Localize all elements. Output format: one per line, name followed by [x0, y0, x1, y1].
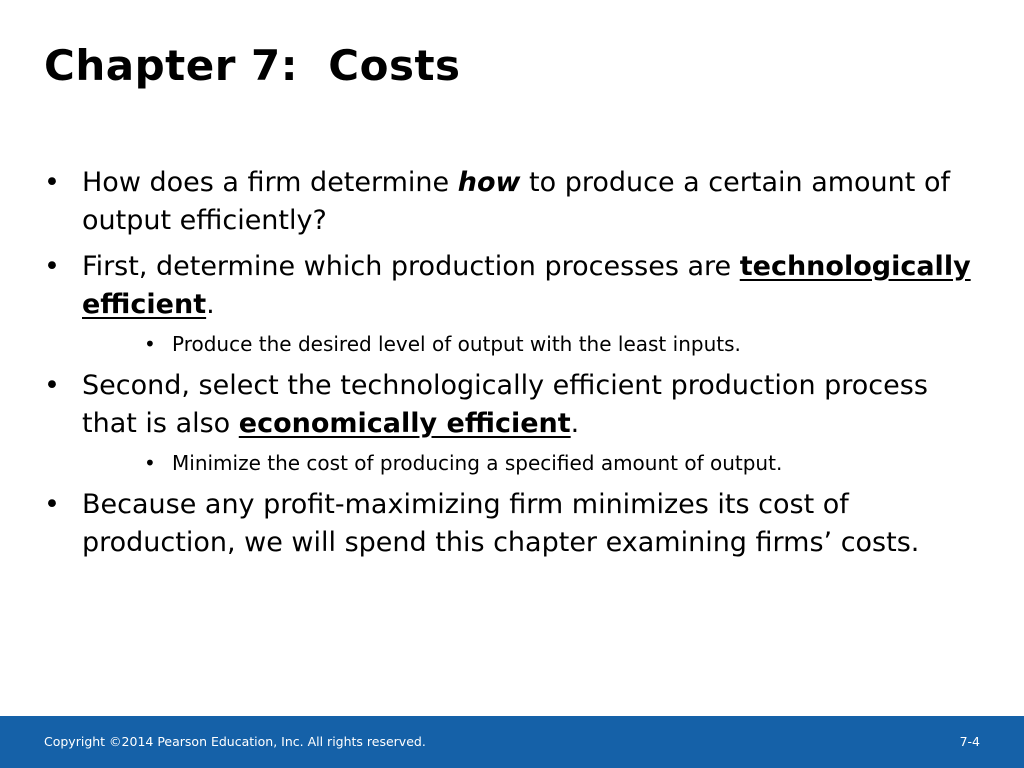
bullet-item-firms-costs: [44, 486, 984, 562]
bullet-text-start: How does a firm determine: [82, 167, 458, 198]
bullet-marker: •: [44, 489, 60, 520]
footer-bar: [0, 716, 1024, 768]
bullet-item-economic-efficiency: [44, 367, 984, 443]
term-economically-efficient: economically efficient: [238, 408, 571, 439]
sub-bullet-least-inputs: [44, 329, 984, 359]
bullet-text-start: First, determine which production processes are: [82, 251, 740, 282]
copyright-notice: Copyright ©2014 Pearson Education, Inc. All rights reserved.: [44, 734, 426, 749]
emphasized-word-how: how: [457, 167, 521, 198]
bullet-marker: •: [44, 251, 60, 282]
bullet-marker: •: [44, 370, 60, 401]
bullet-item-how-to-produce: [44, 164, 984, 240]
sub-bullet-minimize-cost: [44, 448, 984, 478]
bullet-marker: •: [44, 167, 60, 198]
bullet-list: [44, 164, 984, 570]
bullet-text: Because any profit-maximizing firm minimizes its cost of production, we will spend this chapter examining firms’ costs.: [82, 489, 920, 558]
bullet-item-technological-efficiency: [44, 248, 984, 324]
sub-bullet-marker: •: [144, 451, 156, 475]
bullet-text-end: to produce a certain amount of output efficiently?: [82, 167, 950, 236]
bullet-text-end: .: [570, 408, 580, 439]
sub-bullet-marker: •: [144, 332, 156, 356]
term-technologically-efficient: technologically efficient: [82, 251, 971, 320]
bullet-text-end: .: [206, 289, 215, 320]
sub-bullet-text: Produce the desired level of output with the least inputs.: [172, 332, 741, 356]
sub-bullet-text: Minimize the cost of producing a specified amount of output.: [172, 451, 783, 475]
bullet-text-start: Second, select the technologically efficient production process that is also: [82, 370, 928, 439]
slide-title: Chapter 7: Costs: [44, 41, 461, 90]
slide-number: 7-4: [959, 734, 980, 749]
